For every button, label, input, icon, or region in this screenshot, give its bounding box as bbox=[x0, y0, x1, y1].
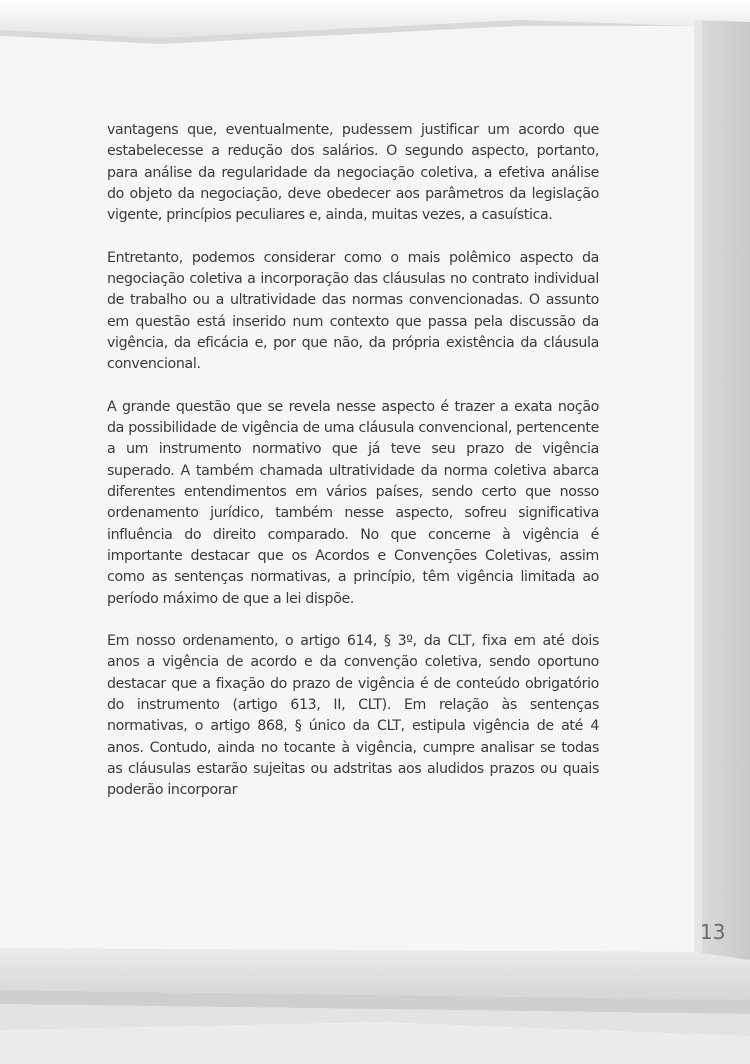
paragraph: vantagens que, eventualmente, pudessem justificar um acordo que estabelecesse a redução dos salários. O segundo aspecto, portanto, para análise da regularidade da negociação coletiva, a efetiva análise do objeto da negociação, deve obedecer aos parâmetros da legislação vigente, princípios peculiares e, ainda, muitas vezes, a casuística. bbox=[107, 122, 599, 224]
paragraph: Em nosso ordenamento, o artigo 614, § 3º, da CLT, fixa em até dois anos a vigência de acordo e da convenção coletiva, sendo oportuno destacar que a fixação do prazo de vigência é de conteúdo obrigatório do instrumento (artigo 613, II, CLT). Em relação às sentenças normativas, o artigo 868, § único da CLT, estipula vigência de até 4 anos. Contudo, ainda no tocante à vigência, cumpre analisar se todas as cláusulas estarão sujeitas ou adstritas aos aludidos prazos ou quais poderão incorporar bbox=[107, 633, 599, 799]
body-text bbox=[107, 120, 599, 823]
page-number: 13 bbox=[700, 920, 726, 944]
paragraph: Entretanto, podemos considerar como o mais polêmico aspecto da negociação coletiva a incorporação das cláusulas no contrato individual de trabalho ou a ultratividade das normas convencionadas. O assunto em questão está inserido num contexto que passa pela discussão da vigência, da eficácia e, por que não, da própria existência da cláusula convencional. bbox=[107, 249, 599, 373]
paragraph: A grande questão que se revela nesse aspecto é trazer a exata noção da possibilidade de vigência de uma cláusula convencional, pertencente a um instrumento normativo que já teve seu prazo de vigência superado. A também chamada ultratividade da norma coletiva abarca diferentes entendimentos em vários países, sendo certo que nosso ordenamento jurídico, também nesse aspecto, sofreu significativa influência do direito comparado. No que concerne à vigência é importante destacar que os Acordos e Convenções Coletivas, assim como as sentenças normativas, a princípio, têm vigência limitada ao período máximo de que a lei dispõe. bbox=[107, 398, 599, 607]
